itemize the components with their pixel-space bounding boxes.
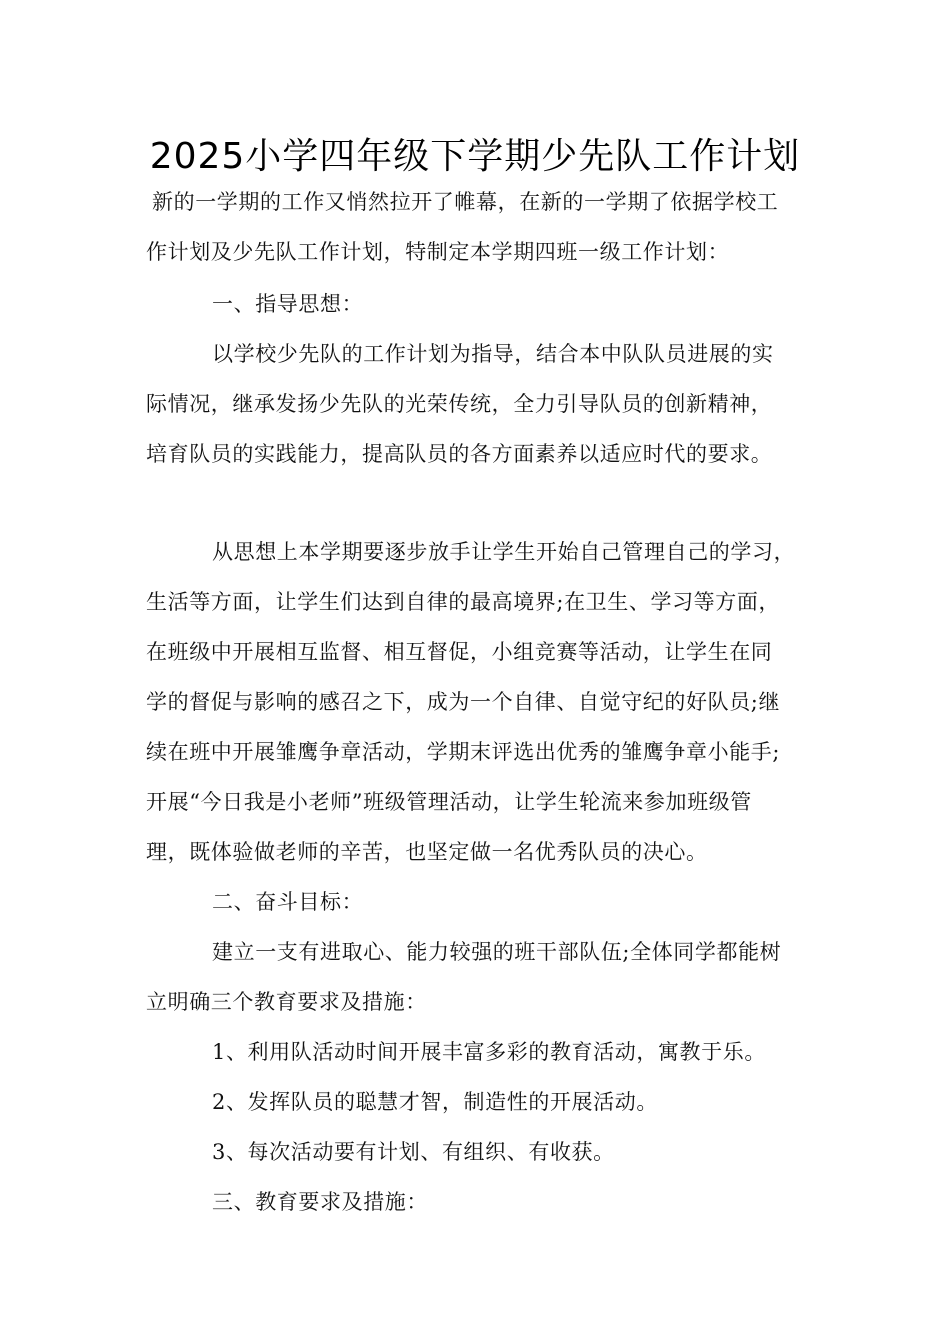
section-heading: 二、奋斗目标： (212, 890, 364, 914)
paragraph-line: 作计划及少先队工作计划，特制定本学期四班一级工作计划： (146, 240, 730, 264)
list-item: 3、每次活动要有计划、有组织、有收获。 (212, 1140, 615, 1164)
paragraph-line: 新的一学期的工作又悄然拉开了帷幕，在新的一学期了依据学校工 (152, 190, 779, 214)
paragraph-line: 在班级中开展相互监督、相互督促，小组竞赛等活动，让学生在同 (146, 640, 773, 664)
paragraph-line: 开展“今日我是小老师”班级管理活动，让学生轮流来参加班级管 (146, 790, 752, 814)
paragraph-line: 从思想上本学期要逐步放手让学生开始自己管理自己的学习， (212, 540, 796, 564)
paragraph-line: 际情况，继承发扬少先队的光荣传统，全力引导队员的创新精神， (146, 392, 773, 416)
paragraph-line: 学的督促与影响的感召之下，成为一个自律、自觉守纪的好队员;继 (146, 690, 781, 714)
paragraph-line: 生活等方面，让学生们达到自律的最高境界;在卫生、学习等方面， (146, 590, 781, 614)
section-heading: 三、教育要求及措施： (212, 1190, 428, 1214)
paragraph-line: 建立一支有进取心、能力较强的班干部队伍;全体同学都能树 (212, 940, 782, 964)
paragraph-line: 以学校少先队的工作计划为指导，结合本中队队员进展的实 (212, 342, 774, 366)
paragraph-line: 续在班中开展雏鹰争章活动，学期末评选出优秀的雏鹰争章小能手; (146, 740, 781, 764)
list-item: 1、利用队活动时间开展丰富多彩的教育活动，寓教于乐。 (212, 1040, 766, 1064)
paragraph-line: 培育队员的实践能力，提高队员的各方面素养以适应时代的要求。 (146, 442, 773, 466)
list-item: 2、发挥队员的聪慧才智，制造性的开展活动。 (212, 1090, 658, 1114)
paragraph-line: 理，既体验做老师的辛苦，也坚定做一名优秀队员的决心。 (146, 840, 708, 864)
section-heading: 一、指导思想： (212, 292, 364, 316)
paragraph-line: 立明确三个教育要求及措施： (146, 990, 427, 1014)
document-title: 2025小学四年级下学期少先队工作计划 (149, 136, 801, 177)
